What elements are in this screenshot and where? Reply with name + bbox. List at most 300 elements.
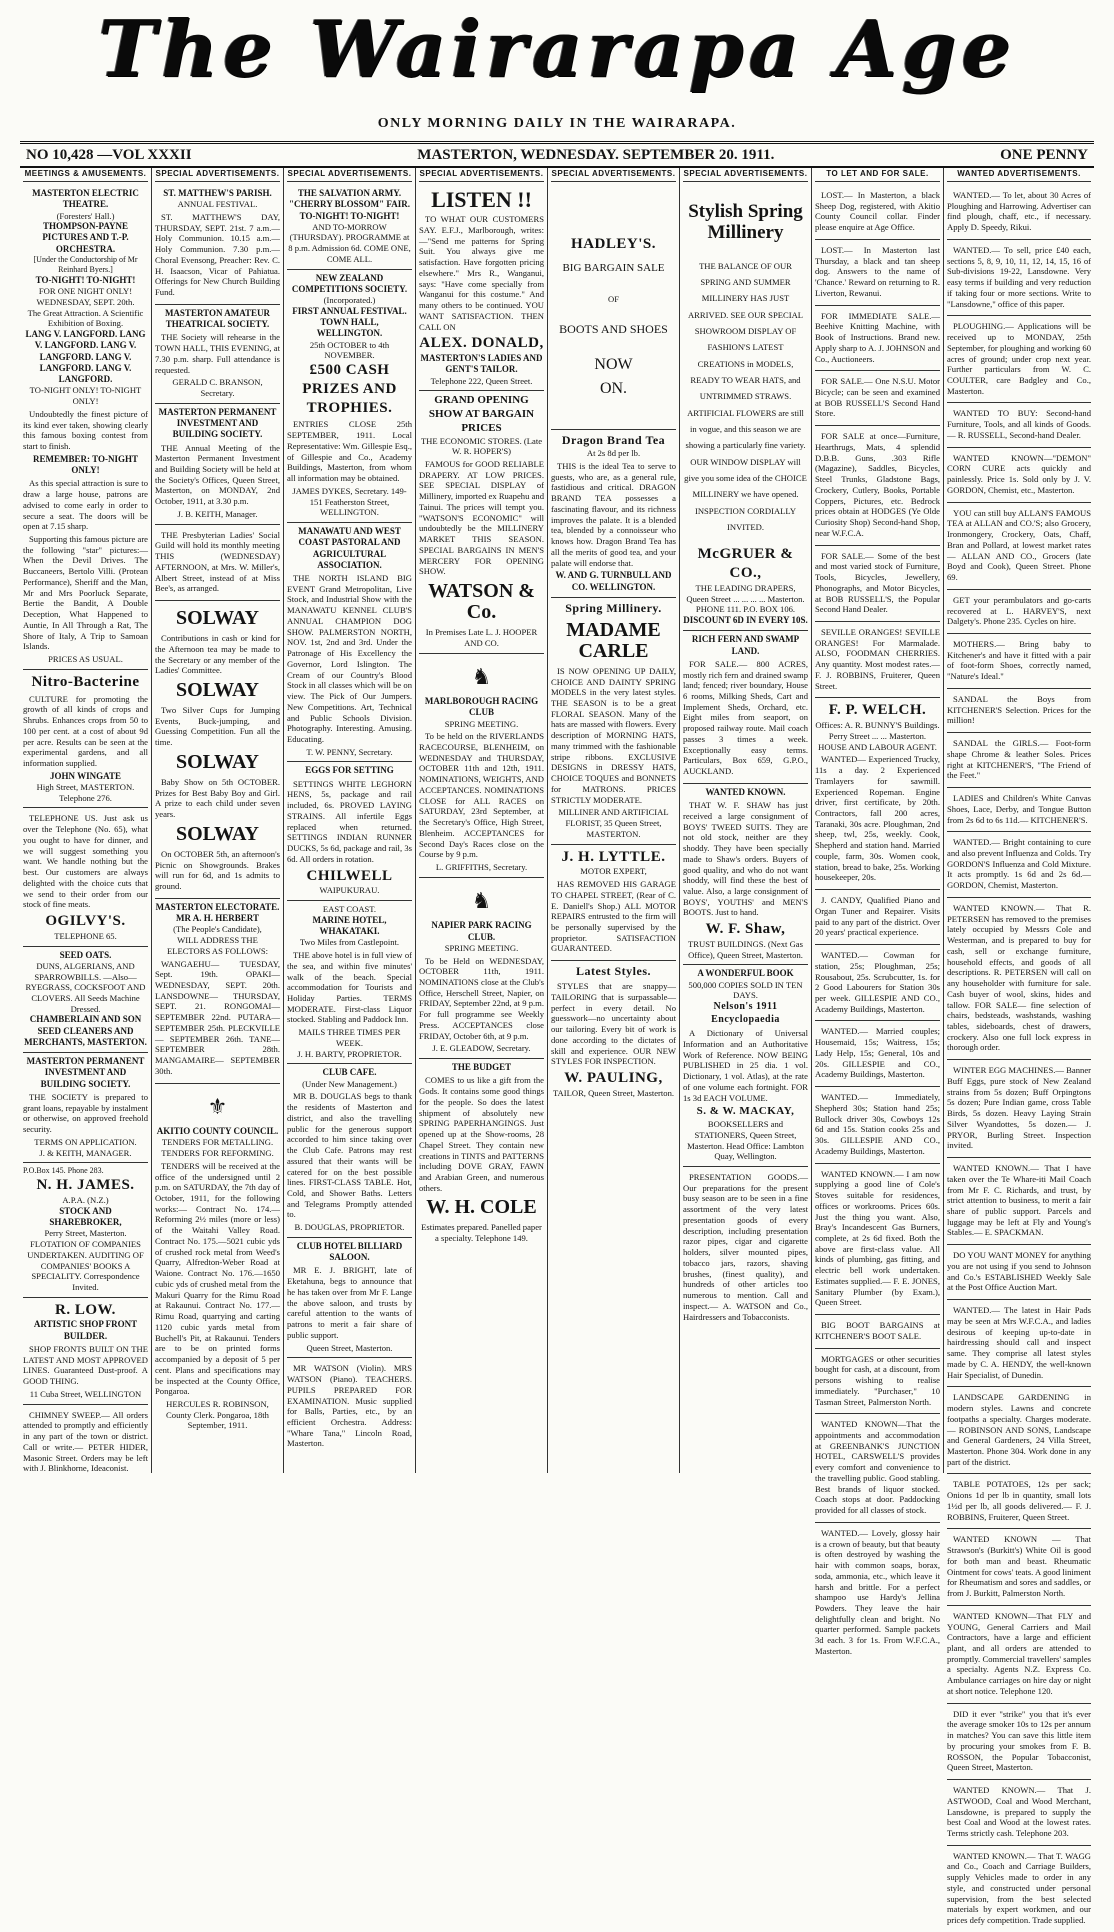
ad-body: To be Held on WEDNESDAY, OCTOBER 11th, 1911. NOMINATIONS close at the Club's Office, Herschell Street, Napier, on FRIDAY, September 22nd, at 9 p.m. For full programme see Weekly Press. ACCEPTANCES close FRIDAY, October 6th, at 9 p.m. — [419, 955, 544, 1041]
ad-body: WANTED.— Bright containing to cure and also prevent Influenza and Colds. Try GORDON'S Influenza and Cold Mixture. It acts promptly. 1s 6d and 2s 6d.— GORDON, Chemist, Masterton. — [947, 837, 1091, 891]
ad-body: THAT W. F. SHAW has just received a large consignment of BOYS' TWEED SUITS. They are not old stock, neither are they shoddy. They have been specially made to Shaw's orders. Buyers of good quality, and who do not want shoddy, will find these the best of value. Also, a large consignment of BOYS', YOUTHS' and MEN'S BOOTS. Just to hand. — [683, 800, 808, 918]
ad-text: The Great Attraction. A Scientific Exhibition of Boxing. — [27, 307, 144, 329]
ad-salvation-army — [287, 185, 412, 270]
column-to-let — [812, 168, 944, 1656]
ad-body: WANTED KNOWN — That Strawson's (Burkitt's) White Oil is good for both man and beast. Rheumatic Ointment for cows' teats. A good liniment for Rheumatism and sores and saddles, or from J. Burkitt, Palmerston North. — [947, 1534, 1091, 1599]
ad-text: Telephone 276. — [59, 792, 112, 803]
ad-text: LANG V. LANGFORD. LANG V. LANGFORD. LANG V. LANGFORD. LANG V. LANGFORD. LANG V. LANGFORD. — [25, 329, 146, 385]
ad-body: Undoubtedly the finest picture of its kind ever taken, showing clearly this famous boxing contest from start to finish. — [23, 408, 148, 452]
ad-body: WANTED KNOWN.— That J. ASTWOOD, Coal and Wood Merchant, Lansdowne, is prepared to supply the best Coal and Wood at the lowest rates. Terms strictly cash. Telephone 203. — [947, 1785, 1091, 1838]
column-heading: SPECIAL ADVERTISEMENTS. — [551, 168, 676, 182]
ad-presbyterian — [155, 525, 280, 601]
ad-body: WANTED KNOWN.— That R. PETERSEN has removed to the premises lately occupied by Messrs Cole and Westerman, and is prepared to buy for cash, sell or exchange furniture, household effects, and goods of all descriptions. R. PETERSEN will call on any householder with furniture for sale. Cash buyer of wool, skins, hides and tallow. FOR SALE— fine selection of chairs, bedsteads, washstands, washing tables, sideboards, chest of drawers, crockery. Also one full lock express in thorough order. — [947, 902, 1091, 1053]
ad-text: T. W. PENNY, Secretary. — [306, 746, 393, 757]
ad-body: FAMOUS for GOOD RELIABLE DRAPERY. AT LOW PRICES. SEE SPECIAL DISPLAY of Millinery, imported ex Ruapehu and Tainui. The prices will tempt you. "WATSON'S ECONOMIC" will undoubtedly be the MILLINERY MARKET THIS SEASON. SPECIAL BARGAINS IN MEN'S MERCERY FOR OPENING SHOW. — [419, 458, 544, 577]
ad-electric-theatre — [23, 185, 148, 670]
ad-madame-carle — [551, 598, 676, 845]
column-heading: SPECIAL ADVERTISEMENTS. — [155, 168, 280, 182]
ad-permanent-society — [23, 1053, 148, 1163]
ad-jh-lyttle — [551, 845, 676, 962]
ad-text: L. GRIFFITHS, Secretary. — [435, 862, 528, 873]
ad-classified — [947, 1704, 1091, 1780]
ad-body: WANTED KNOWN.— That I have taken over the Te Whare-iti Mail Coach from Mr F. C. Richards, and trust, by strict attention to business, to merit a fair share of public support. Parcels and luggage may be left at Fly and Young's Stables.— E. SPACKMAN. — [947, 1163, 1091, 1238]
ad-body: LADIES and Children's White Canvas Shoes, Lace, Derby, and Tongue Button from 2s 6d to 6s 11d.— KITCHENER'S. — [947, 793, 1091, 825]
ad-text: DISCOUNT 6D IN EVERY 10S. — [683, 615, 808, 626]
ad-classified — [815, 185, 940, 240]
column-special-1 — [152, 168, 284, 1473]
ad-text: THE ECONOMIC STORES. (Late W. R. HOPER'S) — [420, 435, 543, 457]
ad-body: WANTED— Experienced Trucky, 11s a day. 2 Experienced Tramlayers for sawmill. Experienced Ropeman. Engine driver, first certificate, by 20th. Contractors, fall 200 acres, Taranaki, 30s acre. Ploughman, 2nd sheep, twl, 25s, weekly. Cook, Shepherd and station hand. Married couple, farm, 30s. Women cook, station, bread to bake, 25s. Working housekeeper, 20s. — [815, 754, 940, 883]
ad-body: MORTGAGES or other securities bought for cash, at a discount, from persons wishing to realise immediately. "Purchaser," 10 Tasman Street, Palmerston North. — [815, 1353, 940, 1407]
ad-fern-land — [683, 631, 808, 784]
ad-text: In Premises Late L. J. HOOPER AND CO. — [425, 627, 538, 648]
ad-eggs — [287, 762, 412, 901]
ad-heading: MARINE HOTEL, WHAKATAKI. — [312, 914, 387, 937]
ad-text: WILL ADDRESS THE ELECTORS AS FOLLOWS: — [166, 935, 269, 956]
ad-body: LOST.— In Masterton last Thursday, a black and tan sheep dog. Answers to the name of 'Chance.' Reward on returning to R. Liverton, Rewanui. — [815, 244, 940, 298]
ad-text: Nelson's 1911 Encyclopaedia — [711, 1001, 780, 1025]
ad-text: [Under the Conductorship of Mr Reinhard Byers.] — [33, 254, 138, 274]
tagline: ONLY MORNING DAILY IN THE WAIRARAPA. — [377, 116, 737, 131]
ad-text: MADAME CARLE — [566, 618, 661, 662]
column-heading: MEETINGS & AMUSEMENTS. — [23, 168, 148, 182]
ad-body: MOTHERS.— Bring baby to Kitchener's and have it fitted with a pair of foot-form Shoes, correctly named, "Nature's Ideal." — [947, 638, 1091, 682]
ad-body: THE SOCIETY is prepared to grant loans, repayable by instalment or otherwise, on approved freehold security. — [23, 1091, 148, 1135]
ad-text: Offices: A. R. BUNNY'S Buildings. Perry Street ... ... Masterton. HOUSE AND LABOUR AGENT. — [815, 720, 940, 752]
ad-body: WANGAEHU— TUESDAY, Sept. 19th. OPAKI— WEDNESDAY, SEPT. 20th. LANSDOWNE— THURSDAY, SEPT. 21. RONGOMAI— SEPTEMBER 22nd. PUTARA— SEPTEMBER 25th. PLECKVILLE— SEPTEMBER 26th. TANE— SEPTEMBER 28th. MANGAMAIRE— SEPTEMBER 30th. — [155, 958, 280, 1076]
ad-body: CULTURE for promoting the growth of all kinds of crops and Shrubs. Enhances crops from 50 to 100 per cent. at a cost of about 9d per acre. Results can be seen at the experimental gardens, and all information supplied. — [23, 693, 148, 768]
ad-body: ENTRIES CLOSE 25th SEPTEMBER, 1911. Local Representative: Wm. Gillespie Esq., of Gillespie and Co., Academy Buildings, Masterton, from whom all information may be obtained. — [287, 419, 412, 484]
ad-billiard-saloon — [287, 1238, 412, 1358]
ad-heading: MASTERTON AMATEUR THEATRICAL SOCIETY. — [164, 307, 271, 330]
ad-body: CHIMNEY SWEEP.— All orders attended to promptly and efficiently in any part of the town or district. Call or write.— PETER HIDER, Masonic Street. Orders may be left with J. Blinkhorne, Ideaconist. — [23, 1409, 148, 1474]
ad-heading: THE SALVATION ARMY. — [297, 188, 402, 198]
ad-classified — [947, 1387, 1091, 1474]
horse-icon: ♞ — [471, 887, 492, 913]
ad-body: PLOUGHING.— Applications will be received up to MONDAY, 25th September, for ploughing and working 60 acres of ground; under crop next year. Further particulars from W. C. COULTER, care Badgley and Co., Masterton. — [947, 321, 1091, 396]
ad-heading: NEW ZEALAND COMPETITIONS SOCIETY. — [291, 272, 408, 294]
ad-body: WANTED KNOWN.— I am now supplying a good line of Cole's Stoves suitable for residences, offices or workrooms. Prices 60s. Just the thing you want. Also, Bray's Incandescent Gas Burners, complete, at 2s 6d fixed. Both the above are first-class value. All kinds of plumbing, gas fitting, and electric bell work undertaken. Estimates supplied.— F. E. JONES, Sanitary Plumber (by Exam.), Queen Street. — [815, 1168, 940, 1308]
ad-classified — [947, 733, 1091, 788]
ad-classified — [815, 1349, 940, 1415]
ad-body: YOU can still buy ALLAN'S FAMOUS TEA at ALLAN and CO.'S; also Grocery, Ironmongery, Crockery, Oats, Chaff, Bran and Pollard, at lowest market rates— ALLAN AND CO., Grocers (late Boyd and Cook), Queen Street. Phone 69. — [947, 507, 1091, 583]
ad-body: FOR SALE.— 800 ACRES, mostly rich fern and drained swamp land; fenced; river boundary, House 6 rooms, Milking Sheds, Cart and Implement Sheds, Orchard, etc. Eight miles from seaport, on proposed railway route. Mail coach passes 3 times a week. Exceptionally easy terms. Particulars, Box 659, G.P.O., AUCKLAND. — [683, 658, 808, 777]
ad-text: J. E. GLEADOW, Secretary. — [432, 1043, 531, 1054]
ad-body: TENDERS will be received at the office of the undersigned until 2 p.m. on SATURDAY, the 7th day of October, 1911, for the following works:— Contract No. 174.—Reforming 2½ miles (more or less) of the Waitahi Valley Road. Contract No. 175.—5021 cubic yds of crushed rock metal from Weed's Quarry, Alfredton-Weber Road at Waione. Contract No. 176.—1650 cubic yds of crushed metal from the Makuri Quarry for the Rimu Road at Rakaunui. Contract No. 177.—Rimu Road, quarrying and carting 1120 cubic yards metal from Buchell's Pit, at Rakaunui. Tenders are to be on printed forms accompanied by a deposit of 5 per cent. Plans and specifications may be inspected at the County Office, Pongaroa. — [155, 1160, 280, 1397]
ad-alex-donald — [419, 185, 544, 391]
ad-text: Queen Street ... ... ... ... Masterton. — [686, 593, 805, 604]
ad-heading: NAPIER PARK RACING CLUB. — [431, 920, 532, 942]
ad-text: TO-NIGHT! TO-NIGHT! — [299, 210, 400, 221]
issue-number: NO 10,428 —VOL XXXII — [26, 146, 192, 163]
ad-classified — [815, 240, 940, 306]
ad-body: SEVILLE ORANGES! SEVILLE ORANGES! For Marmalade. ALSO, FOODMAN CHERRIES. Any quantity. Most modest rates.— F. J. ROBBINS, Fruiterer, Queen Street. — [815, 626, 940, 691]
masthead — [0, 0, 1114, 105]
ad-text: TAILOR, Queen Street, Masterton. — [552, 1087, 675, 1098]
ad-classified — [815, 1414, 940, 1523]
ad-classified — [947, 634, 1091, 689]
ad-body: FLOTATION OF COMPANIES UNDERTAKEN. AUDITING OF COMPANIES' BOOKS A SPECIALITY. Correspondence Invited. — [27, 1239, 144, 1292]
ad-heading: WANTED KNOWN. — [705, 786, 786, 797]
ad-text: TERMS ON APPLICATION. — [34, 1136, 137, 1147]
ad-text: MASTERTON'S LADIES AND GENT'S TAILOR. — [420, 353, 543, 375]
ad-body: As this special attraction is sure to draw a large house, patrons are advised to come early in order to secure a seat. The doors will be open at 7.15 sharp. — [23, 478, 148, 532]
ad-body: IS NOW OPENING UP DAILY, CHOICE AND DAINTY SPRING MODELS in the very latest styles. THE SEASON is to be a great FLORAL SEASON. Many of the hats are massed with flowers. Every description of MORNING HATS, many trimmed with the fashionable stripe ribbons. EXCLUSIVE DESIGNS in DRESSY HATS, CHOICE TOQUES and BONNETS for MATRONS. PRICES STRICTLY MODERATE. — [551, 665, 676, 805]
ad-body: DUNS, ALGERIANS, AND SPARROWBILLS. —Also— RYEGRASS, COCKSFOOT AND CLOVERS. All Seeds Machine Dressed. — [25, 960, 146, 1014]
ad-body: THE Presbyterian Ladies' Social Guild will hold its monthly meeting THIS (WEDNESDAY) AFTERNOON, at Mrs. W. Miller's, Albert Street, instead of at Miss Bee's, as arranged. — [155, 529, 280, 594]
ad-nh-james — [23, 1163, 148, 1297]
ad-classified — [815, 1315, 940, 1348]
ad-text: ALEX. DONALD, — [419, 335, 544, 352]
ad-text: ARTISTIC SHOP FRONT BUILDER. — [33, 1319, 138, 1341]
ad-text: Queen Street, Masterton. — [306, 1342, 393, 1353]
ad-text: BOOTS AND SHOES — [559, 322, 668, 337]
ad-body: DO YOU WANT MONEY for anything you are not using if you send to Johnson and Co.'s ESTABLISHED Weekly Sale at the Post Office Auction Mart. — [947, 1250, 1091, 1293]
ad-text: 500,000 COPIES SOLD IN TEN DAYS. — [688, 979, 803, 1001]
ad-text: TOWN HALL, WELLINGTON. — [316, 317, 383, 339]
ad-body: LOST.— In Masterton, a black Sheep Dog, registered, with Akitio County Council collar. Finder please enquire at Age Office. — [815, 190, 940, 233]
ad-body: To be held on the RIVERLANDS RACECOURSE, BLENHEIM, on WEDNESDAY and THURSDAY, OCTOBER 11th and 12th, 1911. NOMINATIONS, WEIGHTS, AND ACCEPTANCES. NOMINATIONS CLOSE for ALL RACES on SATURDAY, 23rd September, at the Secretary's Office, High Street, Blenheim. ACCEPTANCES for Second Day's Races close on the Course by 9 p.m. — [419, 731, 544, 860]
ad-text: JOHN WINGATE — [50, 770, 121, 781]
ad-text: WAIPUKURAU. — [319, 885, 380, 896]
ad-classified — [815, 890, 940, 945]
ad-text: "CHERRY BLOSSOM" FAIR. — [289, 199, 410, 210]
ad-text: EAST COAST. — [322, 904, 377, 915]
ad-amateur-theatrical — [155, 305, 280, 404]
ad-classified — [947, 503, 1091, 590]
ad-classified — [947, 1245, 1091, 1300]
ad-body: TABLE POTATOES, 12s per sack; Onions 1d per lb in quantity, small lots 1½d per lb, all goods delivered.— F. J. ROBBINS, Fruiterer, Queen Street. — [947, 1479, 1091, 1522]
ad-text: MILLINER AND ARTIFICIAL FLORIST, 35 Queen Street, MASTERTON. — [558, 807, 669, 839]
ad-heading: Spring Millinery. — [565, 600, 662, 615]
ad-heading: ST. MATTHEW'S PARISH. — [163, 188, 272, 198]
ad-watson-music — [287, 1358, 412, 1455]
ad-nitro-bacterine — [23, 670, 148, 809]
ad-classified — [947, 240, 1091, 316]
dateline — [20, 141, 1094, 168]
ad-text: THE LEADING DRAPERS, — [695, 582, 796, 593]
ad-classified — [815, 1087, 940, 1163]
ad-classified — [947, 1846, 1091, 1932]
issue-date: MASTERTON, WEDNESDAY. SEPTEMBER 20. 1911. — [417, 146, 775, 163]
ad-st-matthews — [155, 185, 280, 305]
ad-body: WANTED.— Lovely, glossy hair is a crown of beauty, but that beauty is often destroyed by washing the hair with common soaps, borax, soda, ammonia, etc., which leave it harsh and brittle. For a perfect shampoo use Hardy's Jellina Powders. They leave the hair delightfully clean and bright. No quarter performed. Sample packets 3d each. 3 for 1s. From W.F.C.A., Masterton. — [815, 1527, 940, 1656]
ad-heading: AKITIO COUNTY COUNCIL. — [156, 1126, 279, 1137]
ad-classified — [947, 832, 1091, 898]
column-special-2 — [284, 168, 416, 1473]
ad-heading: SOLWAY — [175, 822, 260, 845]
ad-text: Telephone 222, Queen Street. — [430, 375, 533, 386]
ad-fp-welch — [815, 698, 940, 890]
ad-heading: SOLWAY — [175, 679, 260, 701]
ad-text: W. AND G. TURNBULL AND CO. WELLINGTON. — [555, 570, 672, 592]
ad-r-low — [23, 1298, 148, 1405]
ad-text: GERALD C. BRANSON, Secretary. — [172, 377, 263, 399]
ad-manawatu — [287, 523, 412, 762]
ad-wh-cole — [419, 1059, 544, 1248]
ad-classified — [947, 689, 1091, 733]
ad-heading: A WONDERFUL BOOK — [697, 968, 794, 979]
ad-text: W. F. Shaw, — [705, 921, 786, 938]
ad-classified — [947, 1300, 1091, 1387]
ad-text: FOR ONE NIGHT ONLY! WEDNESDAY, SEPT. 20th. — [36, 286, 135, 307]
ad-body: WANTED TO BUY: Second-hand Furniture, Tools, and all kinds of Goods.— R. RUSSELL, Second-hand Dealer. — [947, 408, 1091, 440]
ad-text: S. & W. MACKAY, — [696, 1105, 795, 1118]
ad-body: On OCTOBER 5th, an afternoon's Picnic on Showgrounds. Brakes will run for 6d, and 1s admits to ground. — [155, 848, 280, 892]
ad-chimney-sweep — [23, 1405, 148, 1480]
ad-heading: LISTEN !! — [431, 187, 532, 212]
ad-ogilvys — [23, 808, 148, 946]
ad-napier-park — [419, 878, 544, 1059]
ad-classified — [947, 1158, 1091, 1245]
ad-classified — [947, 788, 1091, 832]
ad-body: FOR SALE.— One N.S.U. Motor Bicycle; can be seen and examined at BOB RUSSELL'S Second Hand Store. — [815, 376, 940, 419]
ad-text: B. DOUGLAS, PROPRIETOR. — [294, 1222, 405, 1233]
ad-heading: N. H. JAMES. — [36, 1177, 135, 1194]
ad-text: At 2s 8d per lb. — [586, 448, 641, 459]
ad-text: P.O.Box 145. Phone 283. — [23, 1166, 104, 1176]
ad-body: LANDSCAPE GARDENING in modern styles. Lawns and concrete footpaths a specialty. Charges moderate.— ROBINSON AND SONS, Landscape and General Gardeners, 24 Villa Street, Masterton. Phone 304. Work done in any part of the district. — [947, 1392, 1091, 1467]
ad-heading: Latest Styles. — [576, 964, 651, 979]
ad-text: TRUST BUILDINGS. (Next Gas Office), Queen Street, Masterton. — [688, 938, 803, 960]
ad-heading: EGGS FOR SETTING — [305, 765, 394, 776]
ad-text: Perry Street, Masterton. — [44, 1228, 127, 1239]
ad-body: WANTED KNOWN—That the appointments and accommodation at GREENBANK'S JUNCTION HOTEL, CARSWELL'S provides every comfort and convenience to the travelling public. Good stabling. Best brands of liquor stocked. Coach stops at door. Paddocking provided for all classes of stock. — [815, 1419, 940, 1516]
ad-body: WANTED.— Immediately, Shepherd 30s; Station hand 25s; Bullock driver 30s, Cowboys 12s 6d and 15s. Station cooks 25s and 30s. GILLESPIE AND CO., Academy Buildings, Masterton. — [815, 1092, 940, 1156]
ad-text: ANNUAL FESTIVAL. — [177, 199, 258, 210]
ad-body: COMES to us like a gift from the Gods. It contains some good things for the people. So does the latest shipment of absolutely new SPRING PAPERHANGINGS. Just opened up at the Show-rooms, 28 Chapel Street. They contain new creations in TINTS and PATTERNS including DOVE GRAY, FAWN and Arabian Green, and numerous others. — [419, 1075, 544, 1193]
ad-body: MR B. DOUGLAS begs to thank the residents of Masterton and district, and also the travelling public for the generous support accorded to him since taking over the Club Cafe. Patrons may rest assured that their wants will be catered for on the best possible lines. FIRST-CLASS TABLE. Hot, Cold, and Shower Baths. Letters and Telegrams Promptly attended to. — [287, 1091, 412, 1220]
ad-body: SANDAL the Boys from KITCHENER'S Selection. Prices for the million! — [947, 693, 1091, 726]
ad-body: Contributions in cash or kind for the Afternoon tea may be made to the Secretary or any member of the Ladies' Committee. — [155, 633, 280, 676]
ad-heading: R. LOW. — [55, 1301, 116, 1318]
ad-text: CHAMBERLAIN AND SON SEED CLEANERS AND MERCHANTS, MASTERTON. — [24, 1014, 147, 1047]
ad-heading: HADLEY'S. — [571, 236, 656, 252]
ad-heading: SOLWAY — [175, 607, 260, 630]
ad-classified — [815, 371, 940, 426]
ad-text: SPRING MEETING. — [444, 718, 519, 729]
ad-body: MR E. J. BRIGHT, late of Eketahuna, begs to announce that he has taken over from Mr F. Lange the above saloon, and trusts by careful attention to the wants of patrons to merit a fair share of public support. — [287, 1265, 412, 1340]
ad-solway — [155, 601, 280, 899]
ad-mcgruer — [683, 185, 808, 631]
ad-text: Estimates prepared. Panelled paper a specialty. Telephone 149. — [421, 1222, 542, 1244]
ad-body: FOR SALE at once—Furniture, Hearthrugs, Mats, 4 splendid D.B.B. Guns, .303 Rifle (Magazine), Saddles, Bicycles, Steel Trunks, Gladstone Bags, Crockery, Cutlery, Books, Portable Coppers, Pictures, etc. Bedrock prices obtain at HODGES (Ye Olde Curiosity Shop) Second-hand Shop, near W.F.C.A. — [815, 431, 940, 538]
ad-body: DID it ever "strike" you that it's ever the average smoker 10s to 12s per annum in matches? You can save this little item by procuring your smokes from F. B. ROSSON, the Popular Tobacconist, Queen Street, Masterton. — [947, 1708, 1091, 1773]
column-heading: TO LET AND FOR SALE. — [815, 168, 940, 182]
ad-text: W. H. COLE — [426, 1196, 537, 1219]
ad-classified — [815, 306, 940, 372]
ad-marine-hotel — [287, 901, 412, 1064]
ad-text: A.P.A. (N.Z.) — [62, 1195, 109, 1206]
ad-classified — [815, 622, 940, 698]
ad-heading: GRAND OPENING SHOW AT BARGAIN PRICES — [428, 394, 535, 434]
ad-marlborough-racing — [419, 654, 544, 878]
ad-text: Two Miles from Castlepoint. — [299, 937, 400, 948]
ad-heading: J. H. LYTTLE. — [561, 848, 666, 865]
ad-text: HERCULES R. ROBINSON, County Clerk. Pongaroa, 18th September, 1911. — [166, 1398, 269, 1431]
ad-heading: OGILVY'S. — [45, 913, 126, 930]
ad-heading: RICH FERN AND SWAMP LAND. — [691, 634, 800, 656]
issue-price: ONE PENNY — [1000, 146, 1088, 163]
ad-text: CHILWELL — [306, 867, 393, 884]
ad-presentation-goods — [683, 1167, 808, 1328]
column-special-3 — [416, 168, 548, 1473]
ad-akitio-council — [155, 1084, 280, 1436]
ad-body: SANDAL the GIRLS.— Foot-form shape Chrome & leather Soles. Prices right at KITCHENER'S, "The Friend of the Feet." — [947, 738, 1091, 781]
ad-classified — [947, 590, 1091, 634]
column-heading: SPECIAL ADVERTISEMENTS. — [287, 168, 412, 182]
ad-text: MAILS THREE TIMES PER WEEK. — [298, 1027, 401, 1048]
ad-body: WANTED.— Married couples; Housemaid, 15s; Waitress, 15s; Lady Help, 15s; General, 10s and 20s. GILLESPIE and CO., Academy Buildings, Masterton. — [815, 1026, 940, 1080]
ad-body: ST. MATTHEW'S DAY, THURSDAY, SEPT. 21st. 7 a.m.—Holy Communion. 10.15 a.m.—Holy Communion. 7.30 p.m.—Choral Evensong, Preacher: Rev. C. H. Isaacson, Vicar of Pahiatua. Offerings for New Church Building Fund. — [155, 211, 280, 298]
ad-heading: Dragon Brand Tea — [561, 433, 666, 448]
ad-investment-society — [155, 404, 280, 525]
ad-text: J. & KEITH, MANAGER. — [39, 1147, 132, 1158]
ad-classified — [815, 945, 940, 1021]
column-heading: WANTED ADVERTISEMENTS. — [947, 168, 1091, 182]
ad-classified — [947, 185, 1091, 240]
ad-text: McGRUER & CO., — [697, 546, 794, 582]
coat-of-arms-icon: ⚜ — [207, 1093, 228, 1119]
ad-body: AND TO-MORROW (THURSDAY). PROGRAMME at 8 p.m. Admission 6d. COME ONE, COME ALL. — [288, 221, 411, 264]
ad-classified — [815, 1021, 940, 1087]
ad-heading: MANAWATU AND WEST COAST PASTORAL AND AGRICULTURAL ASSOCIATION. — [298, 526, 401, 570]
ad-body: WANTED KNOWN—"DEMON" CORN CURE acts quickly and painlessly. Price 1s. Sold only by J. V. GORDON, Chemist, etc., Masterton. — [947, 452, 1091, 495]
ad-heading: SEED OATS. — [59, 949, 112, 960]
ad-text: BOOKSELLERS and STATIONERS, Queen Street, Masterton. Head Office: Lambton Quay, Wellington. — [687, 1119, 804, 1162]
ad-text: W. PAULING, — [564, 1070, 663, 1087]
ad-body: J. CANDY, Qualified Piano and Organ Tuner and Repairer. Visits paid to any part of the district. Over 20 years' practical experience. — [815, 895, 940, 938]
ad-text: STOCK AND SHAREBROKER, — [49, 1205, 122, 1228]
ad-text: PHONE 111. P.O. BOX 106. — [695, 604, 796, 615]
newspaper-title: The Wairarapa Age — [98, 4, 1016, 95]
ad-wf-shaw — [683, 784, 808, 966]
ad-text: REMEMBER: TO-NIGHT ONLY! — [33, 453, 138, 476]
ad-body: Supporting this famous picture are the following "star" pictures:— When the Devil Drives. The Buccaneers, Bertolo Villi. (Protean Performance), Sheriff and the Man, Mr and Mrs Poorluck Separate, Bertie the Bandit, A Double Deception, What Happened to Auntie, In All Through a Rat, The Shore of Italy, A Trip to Samoan Islands. — [23, 534, 148, 652]
ad-text: 11 Cuba Street, WELLINGTON — [29, 1388, 142, 1399]
ad-text: (Under New Management.) — [302, 1078, 397, 1089]
column-wanted — [944, 168, 1094, 1926]
ad-classified — [947, 1529, 1091, 1605]
ad-text: TO-NIGHT ONLY! TO-NIGHT ONLY! — [29, 385, 142, 407]
ad-seed-oats — [23, 947, 148, 1054]
ad-heading: F. P. WELCH. — [828, 702, 927, 719]
ad-body: THE Society will rehearse in the TOWN HALL, THIS EVENING, at 7.30 p.m. sharp. Full attendance is requested. — [155, 332, 280, 375]
ad-body: WANTED.— To sell, price £40 each, sections 5, 8, 9, 10, 11, 12, 14, 15, 16 of Sub-divisions 19-22, Lansdowne. Very easy terms if building and very reduction if taking four or more sections. Write to "Lansdowne," office of this paper. — [947, 244, 1091, 309]
ad-heading: Stylish Spring Millinery — [688, 201, 803, 243]
ad-body: THE Annual Meeting of the Masterton Permanent Investment and Building Society will be held at the Society's Offices, Queen Street, Masterton, on MONDAY, 2nd October, 1911, at 3.30 p.m. — [155, 442, 280, 507]
ad-body: MR WATSON (Violin). MRS WATSON (Piano). TEACHERS. PUPILS PREPARED FOR EXAMINATION. Music supplied for Balls, Parties, etc., by an efficient Orchestra. Address: "Whare Tana," Lincoln Road, Masterton. — [287, 1363, 412, 1449]
ad-classified — [947, 1780, 1091, 1846]
ad-text: OF — [608, 293, 619, 304]
ad-text: NOW — [594, 356, 633, 374]
ad-classified — [815, 1523, 940, 1663]
ad-hadleys — [551, 185, 676, 430]
ad-heading: Nitro-Bacterine — [31, 673, 140, 690]
ad-body: FOR SALE.— Some of the best and most varied stock of Furniture, Tools, Bicycles, Jewellery, Phonographs, and Motor Bicycles, at BOB RUSSELL'S, the Popular Second Hand Dealer. — [815, 550, 940, 615]
ad-classified — [947, 1474, 1091, 1529]
ad-watson-co — [419, 391, 544, 653]
ad-body: WANTED KNOWN.— That T. WAGG and Co., Coach and Carriage Builders, supply Vehicles made to order in any style, and constructed under personal supervision, from the best selected materials by expert workmen, and our prices defy competition. Trade supplied. — [947, 1850, 1091, 1926]
ad-body: THE BALANCE OF OUR SPRING AND SUMMER MILLINERY HAS JUST ARRIVED. SEE OUR SPECIAL SHOWROOM DISPLAY OF FASHION'S LATEST CREATIONS in MODELS, READY TO WEAR HATS, and UNTRIMMED STRAWS. ARTIFICIAL FLOWERS are still in vogue, and this season we are showing a particularly fine variety. OUR WINDOW DISPLAY will give you some idea of the CHOICE MILLINERY we have opened. INSPECTION CORDIALLY INVITED. — [684, 260, 807, 533]
page-columns — [20, 168, 1094, 1926]
ad-text: TENDERS FOR METALLING. TENDERS FOR REFORMING. — [161, 1137, 274, 1159]
ad-classified — [947, 316, 1091, 403]
ad-body: WANTED.— To let, about 30 Acres of Ploughing and Harrowing. Advertiser can find plough, chaff, etc., if necessary. Apply D. Speedy, Rikui. — [947, 190, 1091, 233]
ad-text: FIRST ANNUAL FESTIVAL. — [292, 305, 407, 316]
ad-body: A Dictionary of Universal Information and an Authoritative Work of Reference. NOW BEING PUBLISHED in 25 dia. 1 vol. Dictionary, 1 vol. Atlas), at the rate of one volume each fortnight. FOR 1s 3d EACH VOLUME. — [683, 1028, 808, 1103]
ad-competitions-society — [287, 270, 412, 523]
ad-heading: MASTERTON ELECTORATE. — [155, 901, 280, 912]
column-special-5 — [680, 168, 812, 1473]
ad-pauling — [551, 961, 676, 1102]
ad-classified — [947, 1060, 1091, 1158]
ad-body: THE above hotel is in full view of the sea, and within five minutes' walk of the beach. Special accommodation for Tourists and Holiday Parties. TERMS MODERATE. First-class Liquor stocked. Stabling and Paddock Inn. — [287, 950, 412, 1025]
column-heading: SPECIAL ADVERTISEMENTS. — [683, 168, 808, 182]
ad-body: GET your perambulators and go-carts recovered at L. HARVEY'S, next Dalgety's. Phone 235. Cycles on hire. — [947, 594, 1091, 627]
ad-text: TO-NIGHT! TO-NIGHT! — [35, 274, 136, 285]
column-heading: SPECIAL ADVERTISEMENTS. — [419, 168, 544, 182]
ad-text: MOTOR EXPERT, — [580, 866, 647, 877]
ad-text: WATSON & Co. — [428, 580, 535, 624]
ad-electorate — [155, 899, 280, 1084]
ad-text: SPRING MEETING. — [444, 942, 519, 953]
ad-heading: MASTERTON PERMANENT INVESTMENT AND BUILDING SOCIETY. — [158, 406, 277, 440]
ad-text: ON. — [599, 380, 628, 398]
ad-classified — [947, 898, 1091, 1060]
ad-body: TELEPHONE US. Just ask us over the Telephone (No. 65), what you ought to have for dinner, and we will suggest something you want. We handle nothing but the best. Our customers are always delighted with the choice cuts that we send to their order from our stock of fine meats. — [23, 813, 148, 910]
ad-text: £500 CASH PRIZES AND TROPHIES. — [302, 362, 397, 416]
ad-body: HAS REMOVED HIS GARAGE TO CHAPEL STREET, (Rear of C. E. Daniell's Shop.) ALL MOTOR REPAIRS entrusted to the firm will be personally supervised by the proprietor. SATISFACTION GUARANTEED. — [551, 879, 676, 954]
ad-classified — [947, 403, 1091, 447]
ad-body: WINTER EGG MACHINES.— Banner Buff Eggs, pure stock of New Zealand strains from 5s dozen; Buff Orpingtons 5s dozen; Pure Indian game, cross Table Birds, 5s dozen. Heavy Laying Strain Silver Wyandottes, 5s dozen.— J. PRYOR, Burling Street. Inspection invited. — [947, 1065, 1091, 1151]
ad-classified — [947, 448, 1091, 503]
ad-classified — [947, 1606, 1091, 1704]
column-meetings — [20, 168, 152, 1473]
ad-text: J. H. BARTY, PROPRIETOR. — [297, 1048, 402, 1059]
ad-text: High Street, MASTERTON. — [36, 781, 135, 792]
ad-body: PRESENTATION GOODS.— Our preparations for the present busy season are to be seen in a fine assortment of the very latest presentation goods of every description, including presentation razor pipes, cigar and cigarette holders, silver mounted pipes, tobacco jars, razors, shaving brushes, (finest quality), and hundreds of other articles too numerous to mention. Call and inspect.— A. WATSON and Co., Hairdressers and Tobacconists. — [683, 1171, 808, 1322]
ad-classified — [815, 1164, 940, 1316]
ad-heading: CLUB CAFE. — [322, 1067, 377, 1078]
ad-heading: CLUB HOTEL BILLIARD SALOON. — [296, 1240, 403, 1263]
ad-text: JAMES DYKES, Secretary. 149-151 Featherston Street, WELLINGTON. — [292, 485, 407, 518]
ad-text: TELEPHONE 65. — [54, 930, 117, 941]
ad-classified — [815, 426, 940, 545]
ad-body: SHOP FRONTS BUILT ON THE LATEST AND MOST APPROVED LINES. Guaranteed Dust-proof. A GOOD THING. — [23, 1343, 148, 1387]
ad-body: Two Silver Cups for Jumping Events, Buck-jumping, and Guessing Competition. Fun all the time. — [155, 705, 280, 748]
ad-encyclopaedia — [683, 965, 808, 1167]
ad-dragon-tea — [551, 430, 676, 598]
ad-body: THE NORTH ISLAND BIG EVENT Grand Metropolitan, Live Stock, and Industrial Show with the MANAWATU KENNEL CLUB'S ANNUAL CHAMPION DOG SHOW. PALMERSTON NORTH, NOV. 1st, 2nd and 3rd. Under the Patronage of His Excellency the Governor, Lord Islington. The Cream of our Country's Blood Stock in all classes which will be on view. The Pick of Our Jumpers. New Competitions. Art, Technical and Public Schools Division. Photography. Interesting. Amusing. Educating. — [287, 573, 412, 745]
ad-text: (Incorporated.) — [323, 295, 376, 306]
ad-body: Baby Show on 5th OCTOBER. Prizes for Best Baby Boy and Girl. A prize to each child under seven years. — [155, 776, 280, 820]
ad-classified — [815, 546, 940, 622]
ad-heading: THE BUDGET — [451, 1062, 512, 1073]
ad-text: (The People's Candidate), — [173, 924, 262, 935]
ad-body: TO WHAT OUR CUSTOMERS SAY. E.F.J., Marlborough, writes:—"Send me patterns for Spring Suit. You always give me satisfaction. Have forgotten pricing elsewhere." Mrs R., Wanganui, says: "Have come specially from Wanganui for this costume." And many others to be continued. YOU WANT SATISFACTION. THEN CALL ON — [419, 214, 544, 332]
ad-body: FOR IMMEDIATE SALE.— Beehive Knitting Machine, with Book of Instructions. Brand new. Apply sharp to A. J. JOHNSON and Co., Auctioneers. — [815, 310, 940, 364]
ad-heading: MASTERTON PERMANENT INVESTMENT AND BUILDING SOCIETY. — [26, 1056, 145, 1089]
ad-text: PRICES AS USUAL. — [48, 654, 123, 665]
ad-heading: MARLBOROUGH RACING CLUB — [424, 696, 539, 718]
ad-body: WANTED KNOWN—That FLY and YOUNG, General Carriers and Mail Contractors, have a large and efficient plant, and all orders are attended to promptly. Commercial travellers' samples a specialty. Agents N.Z. Express Co. Ambulance carriages on hire day or night at short notice. Telephone 120. — [947, 1610, 1091, 1696]
ad-body: WANTED.— Cowman for station, 25s; Ploughman, 25s; Rousabout, 25s. Scrubcutter, 1s. for 2 Good Labourers for Station 30s per week. GILLESPIE AND CO., Academy Buildings, Masterton. — [815, 950, 940, 1014]
ad-body: STYLES that are snappy—TAILORING that is surpassable—perfect in every detail. No guesswork—no uncertainty about our tailoring. Every bit of work is done according to the dictates of skill and experience. OUR NEW STYLES FOR INSPECTION. — [551, 981, 676, 1067]
ad-text: 25th OCTOBER to 4th NOVEMBER. — [309, 339, 390, 361]
ad-text: J. B. KEITH, Manager. — [177, 508, 258, 519]
ad-body: SETTINGS WHITE LEGHORN HENS, 5s, package and rail included, 6s. PROVED LAYING STRAINS. All infertile Eggs replaced when returned. SETTINGS INDIAN RUNNER DUCKS, 5s 6d, package and rail, 3s 6d. All orders in rotation. — [287, 778, 412, 864]
